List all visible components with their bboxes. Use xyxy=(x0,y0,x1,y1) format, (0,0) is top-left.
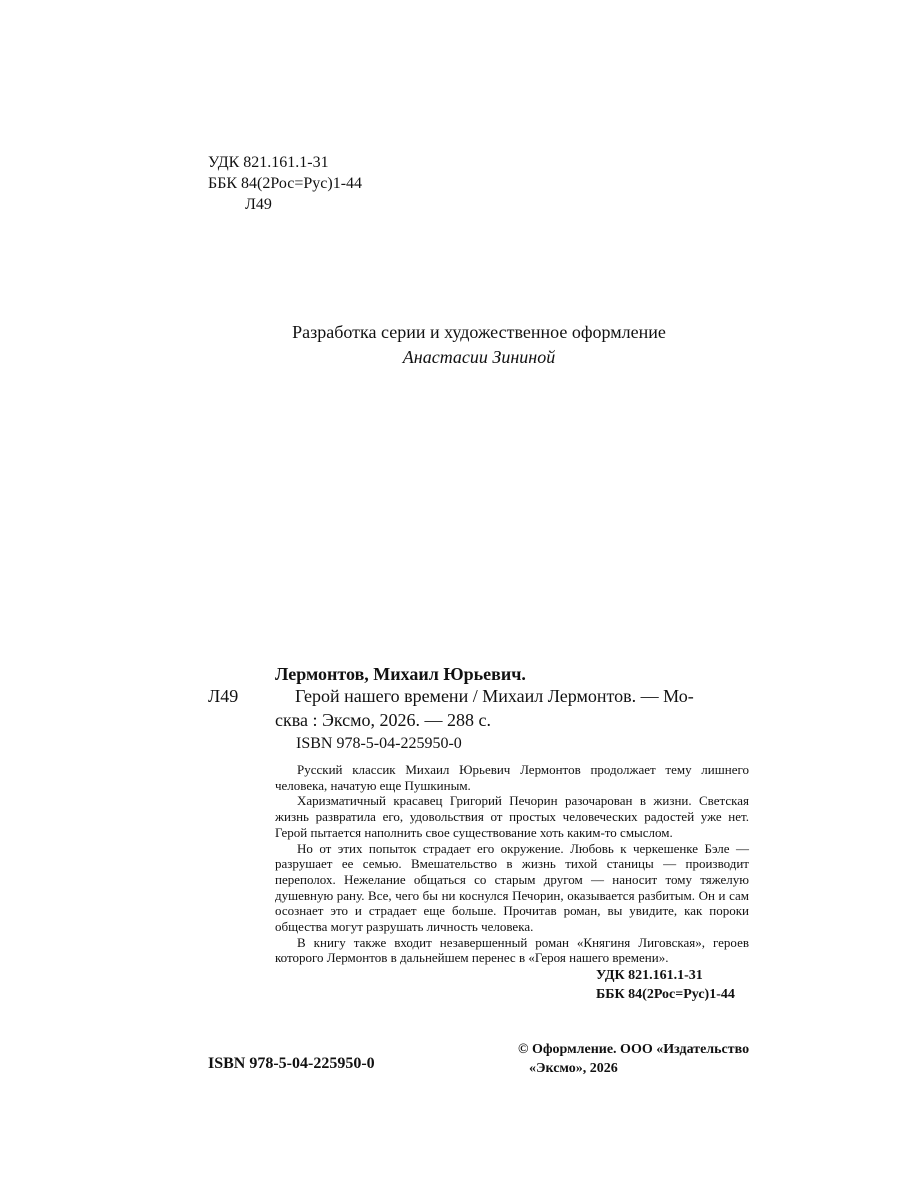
series-design-credit xyxy=(0,320,900,370)
bibliographic-description xyxy=(275,684,747,732)
annotation-paragraph: Но от этих попыток страдает его окружение. Любовь к черкешенке Бэле — разрушает ее семью. Вмешательство в жизнь тихой станицы — производит переполох. Нежелание общаться со старым другом — наносит тому тяжелую душевную рану. Все, чего бы ни коснулся Печорин, оказывается разбитым. Он и сам осознает это и страдает еще больше. Прочитав роман, вы увидите, как пороки общества могут разрушать личность человека. xyxy=(275,840,749,935)
isbn-bottom: ISBN 978-5-04-225950-0 xyxy=(208,1055,375,1072)
annotation-paragraph: Харизматичный красавец Григорий Печорин разочарован в жизни. Светская жизнь развратила его, удовольствия от простых человеческих радостей уже нет. Герой пытается наполнить свое существование хоть каким-то смыслом. xyxy=(275,793,749,840)
copyright-line-1: © Оформление. ООО «Издательство xyxy=(518,1042,750,1057)
udk-code-bottom: УДК 821.161.1-31 xyxy=(596,968,703,983)
bib-line-1: Герой нашего времени / Михаил Лермонтов. — Мо- xyxy=(295,686,694,706)
bib-line-2: сква : Эксмо, 2026. — 288 с. xyxy=(275,710,492,730)
classification-codes-top xyxy=(208,152,362,215)
copyright-line-2: «Эксмо», 2026 xyxy=(529,1061,618,1076)
credit-title: Разработка серии и художественное оформление xyxy=(292,322,666,342)
author-sign: Л49 xyxy=(245,196,272,213)
annotation xyxy=(275,762,749,966)
bbk-code-bottom: ББК 84(2Рос=Рус)1-44 xyxy=(596,987,735,1002)
card-isbn: ISBN 978-5-04-225950-0 xyxy=(296,735,462,752)
card-author-sign: Л49 xyxy=(208,686,239,706)
book-author: Лермонтов, Михаил Юрьевич. xyxy=(275,664,526,684)
classification-codes-bottom xyxy=(596,966,735,1004)
udk-code: УДК 821.161.1-31 xyxy=(208,154,329,171)
annotation-paragraph: В книгу также входит незавершенный роман «Княгиня Лиговская», героев которого Лермонтов в дальнейшем перенес в «Героя нашего времени». xyxy=(275,934,749,966)
bbk-code: ББК 84(2Рос=Рус)1-44 xyxy=(208,175,363,192)
credit-name: Анастасии Зининой xyxy=(402,347,556,367)
annotation-paragraph: Русский классик Михаил Юрьевич Лермонтов продолжает тему лишнего человека, начатую еще Пушкиным. xyxy=(275,762,749,793)
copyright-notice xyxy=(518,1040,749,1078)
